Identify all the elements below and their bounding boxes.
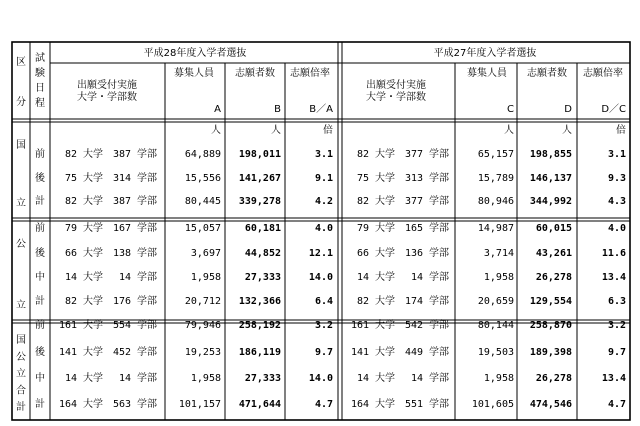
univ-count-28: 14 [64, 373, 77, 384]
univ-unit-28: 大学 [83, 196, 103, 207]
capacity-C: 19,503 [477, 347, 514, 358]
univ-count-27: 141 [350, 347, 369, 358]
shutsugan28-line1: 出願受付実施 [77, 80, 137, 91]
faculty-count-27: 377 [404, 196, 423, 207]
table-row [35, 147, 626, 160]
nittei-char: 日 [35, 83, 45, 94]
univ-count-28: 75 [64, 173, 77, 184]
bairitsu28-header: 志願倍率 [290, 68, 330, 79]
faculty-count-28: 387 [112, 196, 131, 207]
year27-title: 平成27年度入学者選抜 [433, 48, 537, 59]
ratio-BA: 9.7 [314, 347, 333, 358]
applicants-B: 27,333 [244, 272, 281, 283]
univ-unit-28: 大学 [83, 320, 103, 331]
univ-unit-28: 大学 [83, 296, 103, 307]
col-DC-label: D／C [601, 104, 626, 115]
unit-person-B: 人 [271, 125, 281, 136]
capacity-A: 79,946 [184, 320, 221, 331]
capacity-A: 20,712 [184, 296, 221, 307]
faculty-unit-27: 学部 [429, 173, 449, 184]
shutsugan27-line2: 大学・学部数 [366, 92, 426, 103]
univ-unit-27: 大学 [375, 196, 395, 207]
ratio-DC: 3.2 [607, 320, 626, 331]
univ-unit-28: 大学 [83, 173, 103, 184]
univ-unit-28: 大学 [83, 223, 103, 234]
faculty-count-28: 14 [118, 272, 131, 283]
univ-count-27: 164 [350, 399, 369, 410]
ratio-DC: 9.7 [607, 347, 626, 358]
group-label-char: 立 [16, 368, 26, 380]
table-body [35, 147, 626, 410]
table-row [35, 397, 626, 410]
capacity-C: 20,659 [477, 296, 514, 307]
applicants-D: 189,398 [529, 347, 572, 358]
applicants-D: 129,554 [529, 296, 572, 307]
faculty-unit-27: 学部 [429, 196, 449, 207]
univ-unit-28: 大学 [83, 149, 103, 160]
schedule-cell: 計 [35, 399, 45, 410]
schedule-cell: 後 [35, 248, 45, 259]
table-row [35, 318, 626, 331]
faculty-count-28: 138 [112, 248, 131, 259]
nittei-char: 試 [35, 53, 45, 64]
schedule-cell: 計 [35, 196, 45, 207]
applicants-D: 258,870 [529, 320, 572, 331]
unit-times-DC: 倍 [616, 125, 626, 136]
schedule-cell: 前 [35, 223, 45, 234]
faculty-count-27: 313 [404, 173, 423, 184]
univ-count-27: 82 [356, 296, 369, 307]
capacity-C: 1,958 [483, 373, 514, 384]
faculty-unit-28: 学部 [137, 399, 157, 410]
ratio-DC: 6.3 [607, 296, 626, 307]
faculty-count-27: 377 [404, 149, 423, 160]
col-A-label: A [214, 104, 221, 115]
table-row [35, 345, 626, 358]
applicants-B: 471,644 [238, 399, 281, 410]
applicants-B: 60,181 [244, 223, 281, 234]
applicants-B: 258,192 [238, 320, 281, 331]
capacity-A: 64,889 [184, 149, 221, 160]
faculty-unit-28: 学部 [137, 373, 157, 384]
faculty-unit-28: 学部 [137, 196, 157, 207]
group-label-char: 立 [16, 300, 26, 311]
schedule-cell: 計 [35, 296, 45, 307]
svg-text:区: 区 [16, 57, 26, 68]
nittei-char: 験 [35, 68, 45, 79]
univ-count-27: 75 [356, 173, 369, 184]
faculty-count-28: 176 [112, 296, 131, 307]
group-label-char: 合 [16, 385, 26, 397]
bairitsu27-header: 志願倍率 [583, 68, 623, 79]
univ-count-28: 66 [64, 248, 77, 259]
group-label-char: 国 [16, 140, 26, 151]
faculty-unit-28: 学部 [137, 248, 157, 259]
univ-unit-27: 大学 [375, 399, 395, 410]
shigansha27-header: 志願者数 [527, 68, 567, 79]
table-row [35, 171, 626, 184]
applicants-D: 26,278 [535, 272, 572, 283]
univ-unit-28: 大学 [83, 248, 103, 259]
capacity-A: 3,697 [190, 248, 221, 259]
faculty-count-28: 167 [112, 223, 131, 234]
capacity-A: 15,556 [184, 173, 221, 184]
univ-count-27: 161 [350, 320, 369, 331]
unit-times-BA: 倍 [323, 125, 333, 136]
ratio-BA: 4.2 [314, 196, 333, 207]
nittei-char: 程 [35, 98, 45, 109]
svg-text:分: 分 [16, 97, 26, 108]
faculty-count-27: 449 [404, 347, 423, 358]
faculty-unit-27: 学部 [429, 296, 449, 307]
faculty-count-27: 14 [410, 272, 423, 283]
applicants-B: 141,267 [238, 173, 281, 184]
unit-person-C: 人 [504, 125, 514, 136]
univ-unit-27: 大学 [375, 223, 395, 234]
applicants-B: 198,011 [238, 149, 281, 160]
univ-unit-27: 大学 [375, 347, 395, 358]
table-row [35, 294, 626, 307]
group-label-char: 公 [16, 239, 26, 250]
univ-count-27: 82 [356, 149, 369, 160]
header-kubun [16, 56, 26, 108]
capacity-C: 101,605 [471, 399, 514, 410]
faculty-unit-27: 学部 [429, 223, 449, 234]
applicants-B: 27,333 [244, 373, 281, 384]
col-BA-label: B／A [309, 104, 333, 115]
table-row [35, 246, 626, 259]
capacity-A: 101,157 [178, 399, 221, 410]
ratio-DC: 11.6 [601, 248, 626, 259]
applicants-D: 344,992 [529, 196, 572, 207]
applicants-D: 60,015 [535, 223, 572, 234]
faculty-count-27: 165 [404, 223, 423, 234]
univ-unit-27: 大学 [375, 296, 395, 307]
faculty-unit-27: 学部 [429, 399, 449, 410]
faculty-count-28: 452 [112, 347, 131, 358]
applicants-D: 474,546 [529, 399, 572, 410]
ratio-BA: 6.4 [314, 296, 333, 307]
capacity-A: 15,057 [184, 223, 221, 234]
univ-unit-27: 大学 [375, 373, 395, 384]
faculty-count-27: 551 [404, 399, 423, 410]
faculty-count-28: 563 [112, 399, 131, 410]
univ-count-28: 79 [64, 223, 77, 234]
univ-count-27: 82 [356, 196, 369, 207]
group-label-char: 立 [16, 198, 26, 209]
faculty-unit-28: 学部 [137, 272, 157, 283]
univ-count-28: 82 [64, 149, 77, 160]
ratio-BA: 4.0 [314, 223, 333, 234]
univ-unit-27: 大学 [375, 173, 395, 184]
schedule-cell: 後 [35, 347, 45, 358]
faculty-unit-28: 学部 [137, 223, 157, 234]
ratio-DC: 4.7 [607, 399, 626, 410]
univ-count-27: 14 [356, 373, 369, 384]
applicants-B: 44,852 [244, 248, 281, 259]
applicants-D: 198,855 [529, 149, 572, 160]
col-C-label: C [507, 104, 514, 115]
table-row [35, 371, 626, 384]
ratio-DC: 4.3 [607, 196, 626, 207]
univ-count-28: 141 [58, 347, 77, 358]
faculty-unit-28: 学部 [137, 173, 157, 184]
year28-title: 平成28年度入学者選抜 [143, 48, 247, 59]
ratio-DC: 9.3 [607, 173, 626, 184]
col-B-label: B [274, 104, 281, 115]
applicants-D: 146,137 [529, 173, 572, 184]
faculty-unit-27: 学部 [429, 347, 449, 358]
applicants-B: 132,366 [238, 296, 281, 307]
unit-person-A: 人 [211, 125, 221, 136]
univ-count-28: 14 [64, 272, 77, 283]
faculty-unit-27: 学部 [429, 373, 449, 384]
ratio-DC: 4.0 [607, 223, 626, 234]
group-label-char: 公 [16, 351, 26, 363]
schedule-cell: 中 [35, 272, 45, 283]
univ-unit-28: 大学 [83, 272, 103, 283]
schedule-cell: 中 [35, 373, 45, 384]
univ-unit-27: 大学 [375, 149, 395, 160]
faculty-unit-28: 学部 [137, 347, 157, 358]
capacity-A: 1,958 [190, 373, 221, 384]
boshu28-header: 募集人員 [174, 68, 214, 79]
univ-count-28: 161 [58, 320, 77, 331]
unit-row [211, 123, 626, 136]
shigansha28-header: 志願者数 [235, 68, 275, 79]
faculty-unit-27: 学部 [429, 320, 449, 331]
univ-unit-28: 大学 [83, 399, 103, 410]
capacity-C: 80,144 [477, 320, 514, 331]
capacity-A: 1,958 [190, 272, 221, 283]
table-row [35, 270, 626, 283]
group-label-char: 計 [16, 402, 26, 413]
ratio-DC: 13.4 [601, 373, 626, 384]
capacity-C: 3,714 [483, 248, 514, 259]
univ-count-27: 14 [356, 272, 369, 283]
schedule-cell: 前 [35, 149, 45, 160]
univ-count-28: 82 [64, 196, 77, 207]
applicants-B: 186,119 [238, 347, 281, 358]
faculty-unit-28: 学部 [137, 320, 157, 331]
faculty-count-28: 554 [112, 320, 131, 331]
faculty-count-28: 387 [112, 149, 131, 160]
capacity-C: 65,157 [477, 149, 514, 160]
col-D-label: D [564, 104, 572, 115]
univ-unit-27: 大学 [375, 272, 395, 283]
header-nittei [34, 52, 45, 109]
applicants-D: 26,278 [535, 373, 572, 384]
shutsugan27-line1: 出願受付実施 [366, 80, 426, 91]
ratio-BA: 3.1 [314, 149, 333, 160]
applicants-D: 43,261 [535, 248, 572, 259]
univ-unit-27: 大学 [375, 320, 395, 331]
ratio-BA: 12.1 [308, 248, 333, 259]
ratio-DC: 3.1 [607, 149, 626, 160]
univ-count-27: 79 [356, 223, 369, 234]
unit-person-D: 人 [562, 125, 572, 136]
faculty-count-27: 174 [404, 296, 423, 307]
faculty-count-27: 136 [404, 248, 423, 259]
capacity-C: 80,946 [477, 196, 514, 207]
table-row [35, 221, 626, 234]
faculty-unit-27: 学部 [429, 248, 449, 259]
capacity-A: 80,445 [184, 196, 221, 207]
ratio-BA: 9.1 [314, 173, 333, 184]
faculty-unit-28: 学部 [137, 296, 157, 307]
univ-unit-27: 大学 [375, 248, 395, 259]
ratio-BA: 3.2 [314, 320, 333, 331]
faculty-unit-28: 学部 [137, 149, 157, 160]
boshu27-header: 募集人員 [467, 68, 507, 79]
shutsugan28-line2: 大学・学部数 [77, 92, 137, 103]
ratio-BA: 14.0 [308, 272, 333, 283]
ratio-BA: 4.7 [314, 399, 333, 410]
capacity-C: 14,987 [477, 223, 514, 234]
faculty-count-27: 14 [410, 373, 423, 384]
capacity-C: 15,789 [477, 173, 514, 184]
faculty-unit-27: 学部 [429, 149, 449, 160]
univ-count-28: 82 [64, 296, 77, 307]
faculty-count-27: 542 [404, 320, 423, 331]
applicants-B: 339,278 [238, 196, 281, 207]
faculty-count-28: 314 [112, 173, 131, 184]
univ-unit-28: 大学 [83, 347, 103, 358]
faculty-count-28: 14 [118, 373, 131, 384]
schedule-cell: 前 [35, 320, 45, 331]
table-row [35, 194, 626, 207]
capacity-A: 19,253 [184, 347, 221, 358]
schedule-cell: 後 [35, 173, 45, 184]
univ-count-27: 66 [356, 248, 369, 259]
faculty-unit-27: 学部 [429, 272, 449, 283]
capacity-C: 1,958 [483, 272, 514, 283]
univ-unit-28: 大学 [83, 373, 103, 384]
univ-count-28: 164 [58, 399, 77, 410]
group-label-char: 国 [16, 335, 26, 346]
group-labels [16, 139, 26, 413]
ratio-DC: 13.4 [601, 272, 626, 283]
ratio-BA: 14.0 [308, 373, 333, 384]
